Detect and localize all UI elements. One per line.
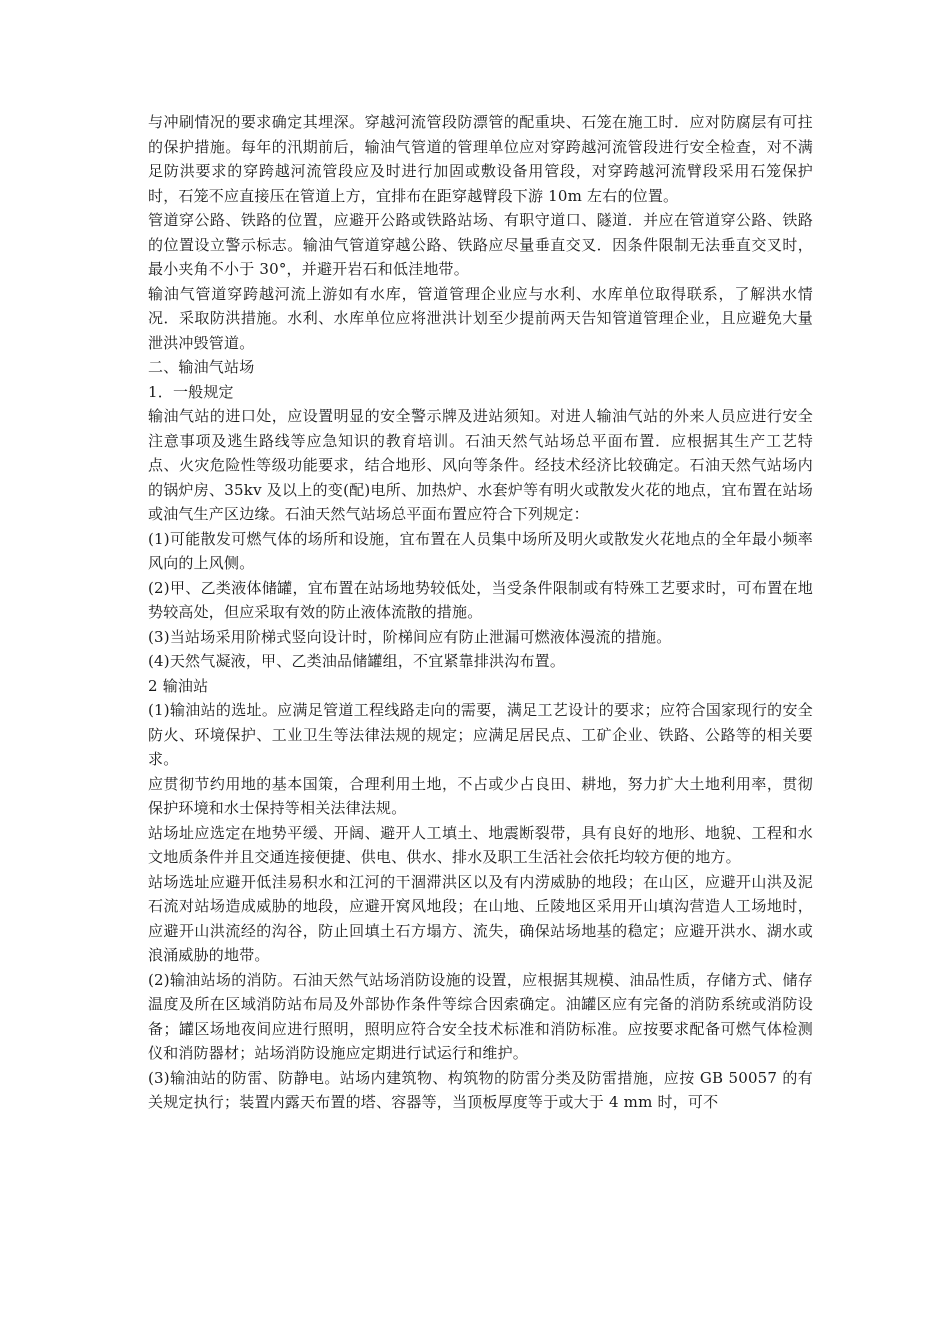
paragraph-river-crossing-burial: 与冲刷情况的要求确定其埋深。穿越河流管段防漂管的配重块、石笼在施工时．应对防腐层有可拄的保护措施。每年的汛期前后，输油气管道的管理单位应对穿跨越河流管段进行安全检查，对不满足防洪要求的穿跨越河流管段应及时进行加固或敷设备用管段，对穿跨越河流臂段采用石笼保护时，石笼不应直接压在管道上方，宜排布在距穿越臂段下游 10m 左右的位置。 — [148, 113, 813, 205]
paragraph-station-entrance-layout: 输油气站的进口处，应设置明显的安全警示牌及进站须知。对进人输油气站的外来人员应进行安全注意事项及逃生路线等应急知识的教育培训。石油天然气站场总平面布置．应根据其生产工艺特点、火灾危险性等级功能要求，结合地形、风向等条件。经技术经济比较确定。石油天然气站场内的锅炉房、35kv 及以上的变(配)电所、加热炉、水套炉等有明火或散发火花的地点，宜布置在站场或油气生产区边缘。石油天然气站场总平面布置应符合下列规定： — [148, 407, 813, 523]
paragraph-reservoir-flood: 输油气管道穿跨越河流上游如有水库，管道管理企业应与水利、水库单位取得联系，了解洪水情况．采取防洪措施。水利、水库单位应将泄洪计划至少提前两天告知管道管理企业，且应避免大量泄洪冲毁管道。 — [148, 284, 813, 352]
paragraph-fire-protection: (2)输油站场的消防。石油天然气站场消防设施的设置，应根据其规模、油品性质，存储方式、储存温度及所在区域消防站布局及外部协作条件等综合因索确定。油罐区应有完备的消防系统或消防设备；罐区场地夜间应进行照明，照明应符合安全技术标准和消防标准。应按要求配备可燃气体检测仪和消防器材；站场消防设施应定期进行试运行和维护。 — [148, 970, 813, 1062]
paragraph-avoid-hazards: 站场选址应避开低洼易积水和江河的干涸滞洪区以及有内涝威胁的地段；在山区，应避开山洪及泥石流对站场造成威胁的地段，应避开窝风地段；在山地、丘陵地区采用开山填沟营造人工场地时，应避开山洪流经的沟谷，防止回填土石方塌方、流失，确保站场地基的稳定；应避开洪水、湖水或浪涌威胁的地带。 — [148, 872, 813, 964]
paragraph-road-rail-crossing: 管道穿公路、铁路的位置，应避开公路或铁路站场、有职守道口、隧道．并应在管道穿公路、铁路的位置设立警示标志。输油气管道穿越公路、铁路应尽量垂直交叉．因条件限制无法垂直交叉时，最小夹角不小于 30°，并避开岩石和低洼地带。 — [148, 211, 813, 278]
paragraph-terrain: 站场址应选定在地势平缓、开阔、避开人工填土、地震断裂带，具有良好的地形、地貌、工程和水文地质条件并且交通连接便捷、供电、供水、排水及职工生活社会依托均较方便的地方。 — [148, 823, 813, 866]
paragraph-lightning-static: (3)输油站的防雷、防静电。站场内建筑物、构筑物的防雷分类及防雷措施，应按 GB 50057 的有关规定执行；装置内露天布置的塔、容器等，当顶板厚度等于或大于 4 mm 时，可不 — [148, 1068, 813, 1111]
list-item-3-stepped-design: (3)当站场采用阶梯式竖向设计时，阶梯间应有防止泄漏可燃液体漫流的措施。 — [148, 627, 672, 646]
paragraph-land-use: 应贯彻节约用地的基本国策，合理利用土地，不占或少占良田、耕地，努力扩大土地利用率，贯彻保护环境和水士保持等相关法律法规。 — [148, 774, 813, 817]
subsection-heading-oil-station: 2 输油站 — [148, 676, 209, 695]
list-item-2-liquid-tanks: (2)甲、乙类液体储罐，宜布置在站场地势较低处，当受条件限制或有特殊工艺要求时，可布置在地势较高处，但应采取有效的防止液体流散的措施。 — [148, 578, 813, 621]
list-item-4-condensate: (4)天然气凝液，甲、乙类油品储罐组，不宜紧靠排洪沟布置。 — [148, 652, 566, 670]
list-item-1-combustible-gas: (1)可能散发可燃气体的场所和设施，宜布置在人员集中场所及明火或散发火花地点的全年最小频率风向的上风侧。 — [148, 529, 813, 572]
subsection-heading-general: 1．一般规定 — [148, 382, 234, 401]
section-heading-stations: 二、输油气站场 — [148, 358, 255, 376]
paragraph-site-selection: (1)输油站的选址。应满足管道工程线路走向的需要，满足工艺设计的要求；应符合国家现行的安全防火、环境保护、工业卫生等法律法规的规定；应满足居民点、工矿企业、铁路、公路等的相关要求。 — [148, 701, 813, 768]
document-page — [148, 110, 813, 1115]
